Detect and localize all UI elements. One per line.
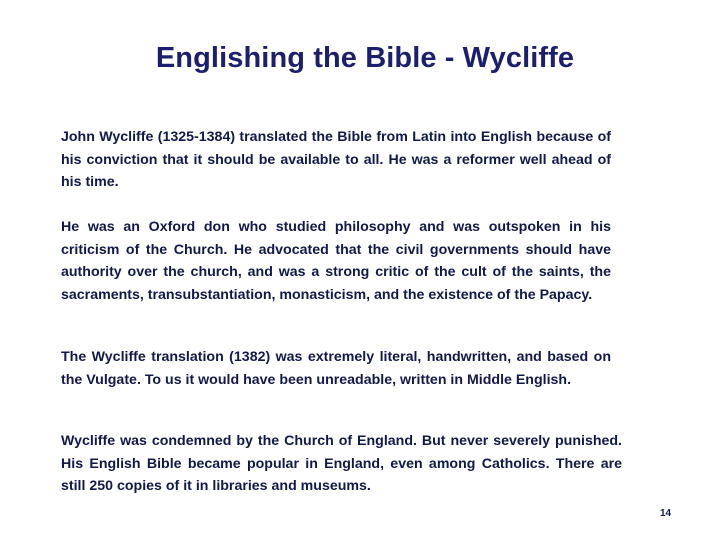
paragraph-condemnation: Wycliffe was condemned by the Church of England. But never severely punished. His English Bible became popular in England, even among Catholics. There are still 250 copies of it in libraries and museums. [61, 433, 622, 494]
paragraph-oxford-don: He was an Oxford don who studied philosophy and was outspoken in his criticism of the Church. He advocated that the civil governments should have authority over the church, and was a strong critic of the cult of the saints, the sacraments, transubstantiation, monasticism, and the existence of the Papacy. [61, 219, 611, 303]
page-number: 14 [660, 508, 672, 519]
slide-title: Englishing the Bible - Wycliffe [155, 42, 575, 74]
paragraph-wycliffe-intro: John Wycliffe (1325-1384) translated the Bible from Latin into English because of his conviction that it should be available to all. He was a reformer well ahead of his time. [61, 129, 611, 190]
paragraph-translation: The Wycliffe translation (1382) was extremely literal, handwritten, and based on the Vulgate. To us it would have been unreadable, written in Middle English. [61, 349, 611, 388]
